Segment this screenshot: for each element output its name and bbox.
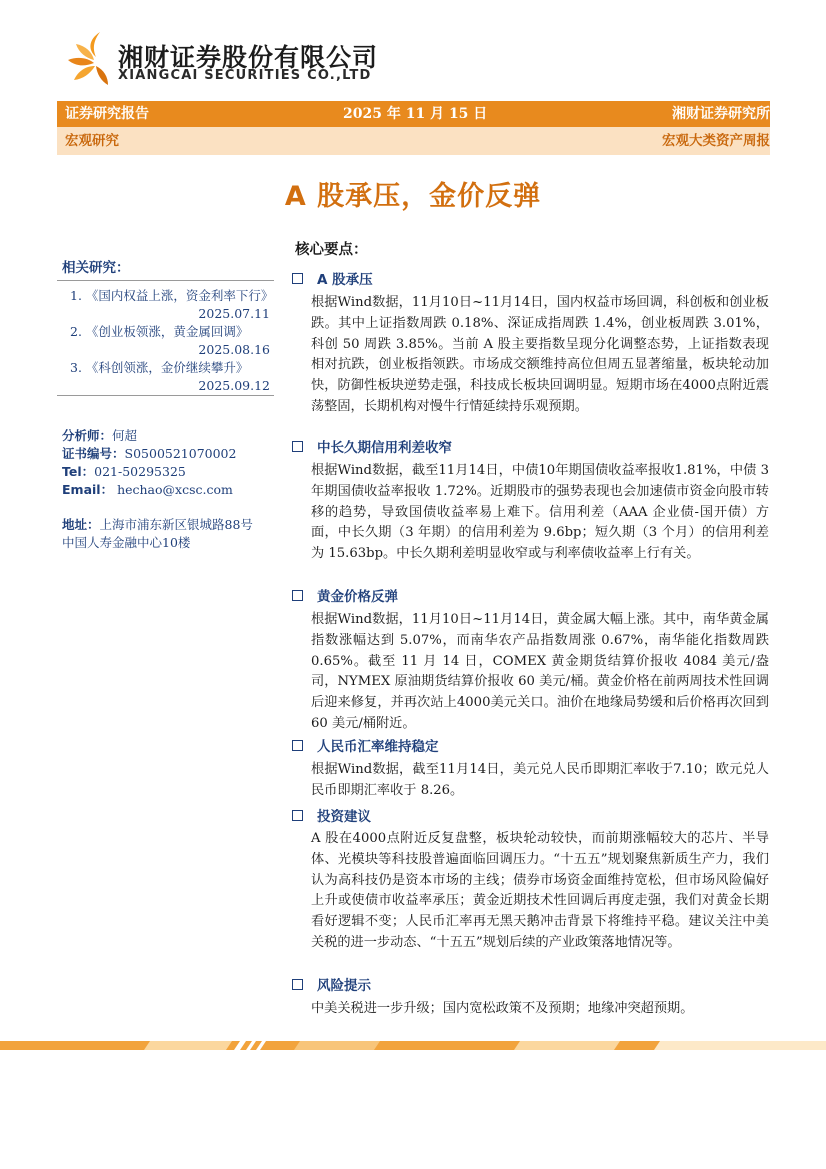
checkbox-icon — [292, 979, 303, 990]
checkbox-icon — [292, 810, 303, 821]
divider — [57, 280, 274, 281]
related-item[interactable]: 1. 《国内权益上涨，资金利率下行》 2025.07.11 — [70, 288, 274, 321]
address-info: 地址：上海市浦东新区银城路88号 中国人寿金融中心10楼 — [62, 517, 253, 550]
section-heading: 人民币汇率维持稳定 — [292, 735, 439, 755]
company-logo-icon — [66, 30, 112, 86]
cert-info: 证书编号：S0500521070002 — [62, 446, 237, 461]
section-heading: 风险提示 — [292, 974, 371, 994]
divider — [57, 395, 274, 396]
section-text: 根据Wind数据，11月10日~11月14日，国内权益市场回调，科创板和创业板跌。其中上证指数周跌 0.18%、深证成指周跌 1.4%，创业板周跌 3.01%，科创 50 周跌 3.85%。当前 A 股主要指数呈现分化调整态势，上证指数表现相对抗跌，创业板指领跌。市场成交额维持高位但周五显著缩量，板块轮动加快，防御性板块逆势走强，科技成长板块回调明显。短期市场在4000点附近震荡整固，长期机构对慢牛行情延续持乐观预期。 — [311, 295, 769, 414]
report-title: A 股承压，金价反弹 — [284, 181, 542, 212]
section-heading: 中长久期信用利差收窄 — [292, 436, 452, 456]
header-bar — [57, 101, 770, 127]
section-text: 中美关税进一步升级；国内宽松政策不及预期；地缘冲突超预期。 — [311, 1001, 694, 1016]
report-category: 宏观研究 — [65, 133, 119, 149]
checkbox-icon — [292, 273, 303, 284]
report-date: 2025 年 11 月 15 日 — [343, 106, 488, 122]
section-heading: 投资建议 — [292, 805, 371, 825]
report-series: 宏观大类资产周报 — [662, 133, 770, 149]
checkbox-icon — [292, 740, 303, 751]
tel-info: Tel：021-50295325 — [62, 464, 186, 479]
category-bar — [57, 127, 770, 155]
report-type: 证券研究报告 — [65, 106, 149, 122]
section-text: 根据Wind数据，11月10日~11月14日，黄金属大幅上涨。其中，南华黄金属指数涨幅达到 5.07%，而南华农产品指数周涨 0.67%，南华能化指数周跌 0.65%。截至 11 月 14 日，COMEX 黄金期货结算价报收 4084 美元/盎司，NYMEX 原油期货结算价报收 60 美元/桶。黄金价格在前两周技术性回调后迎来修复，并再次站上4000美元关口。油价在地缘局势缓和后价格再次回到 60 美元/桶附近。 — [311, 612, 769, 731]
related-item[interactable]: 2. 《创业板领涨，黄金属回调》 2025.08.16 — [70, 324, 270, 357]
related-item[interactable]: 3. 《科创领涨，金价继续攀升》 2025.09.12 — [70, 360, 270, 393]
checkbox-icon — [292, 441, 303, 452]
core-points-title: 核心要点： — [295, 242, 368, 258]
company-name-en: XIANGCAI SECURITIES CO.,LTD — [118, 68, 372, 83]
checkbox-icon — [292, 590, 303, 601]
company-name-cn: 湘财证券股份有限公司 — [118, 43, 379, 72]
footer-stripe — [0, 1041, 826, 1050]
section-text: 根据Wind数据，截至11月14日，中债10年期国债收益率报收1.81%，中债 3 年期国债收益率报收 1.72%。近期股市的强势表现也会加速债市资金向股市转移的趋势，导致国债收益率易上难下。信用利差（AAA 企业债-国开债）方面，中长久期（3 年期）的信用利差为 9.6bp；短久期（3 个月）的信用利差为 15.63bp。中长久期利差明显收窄或与利率债收益率上行有关。 — [311, 463, 769, 562]
institute-name: 湘财证券研究所 — [672, 106, 770, 122]
section-heading: 黄金价格反弹 — [292, 585, 398, 605]
section-text: 根据Wind数据，截至11月14日，美元兑人民币即期汇率收于7.10；欧元兑人民币即期汇率收于 8.26。 — [311, 762, 769, 798]
section-text: A 股在4000点附近反复盘整，板块轮动较快，而前期涨幅较大的芯片、半导体、光模块等科技股普遍面临回调压力。“十五五”规划聚焦新质生产力，我们认为高科技仍是资本市场的主线；债券市场资金面维持宽松，但市场风险偏好上升或使债市收益率承压；黄金近期技术性回调后再度走强，我们对黄金长期看好逻辑不变；人民币汇率再无黑天鹅冲击背景下将维持平稳。建议关注中美关税的进一步动态、“十五五”规划后续的产业政策落地情况等。 — [311, 831, 769, 950]
email-info[interactable]: Email： hechao@xcsc.com — [62, 482, 233, 497]
section-heading: A 股承压 — [292, 268, 373, 288]
related-research-title: 相关研究： — [62, 260, 130, 276]
analyst-info: 分析师：何超 — [62, 428, 138, 443]
